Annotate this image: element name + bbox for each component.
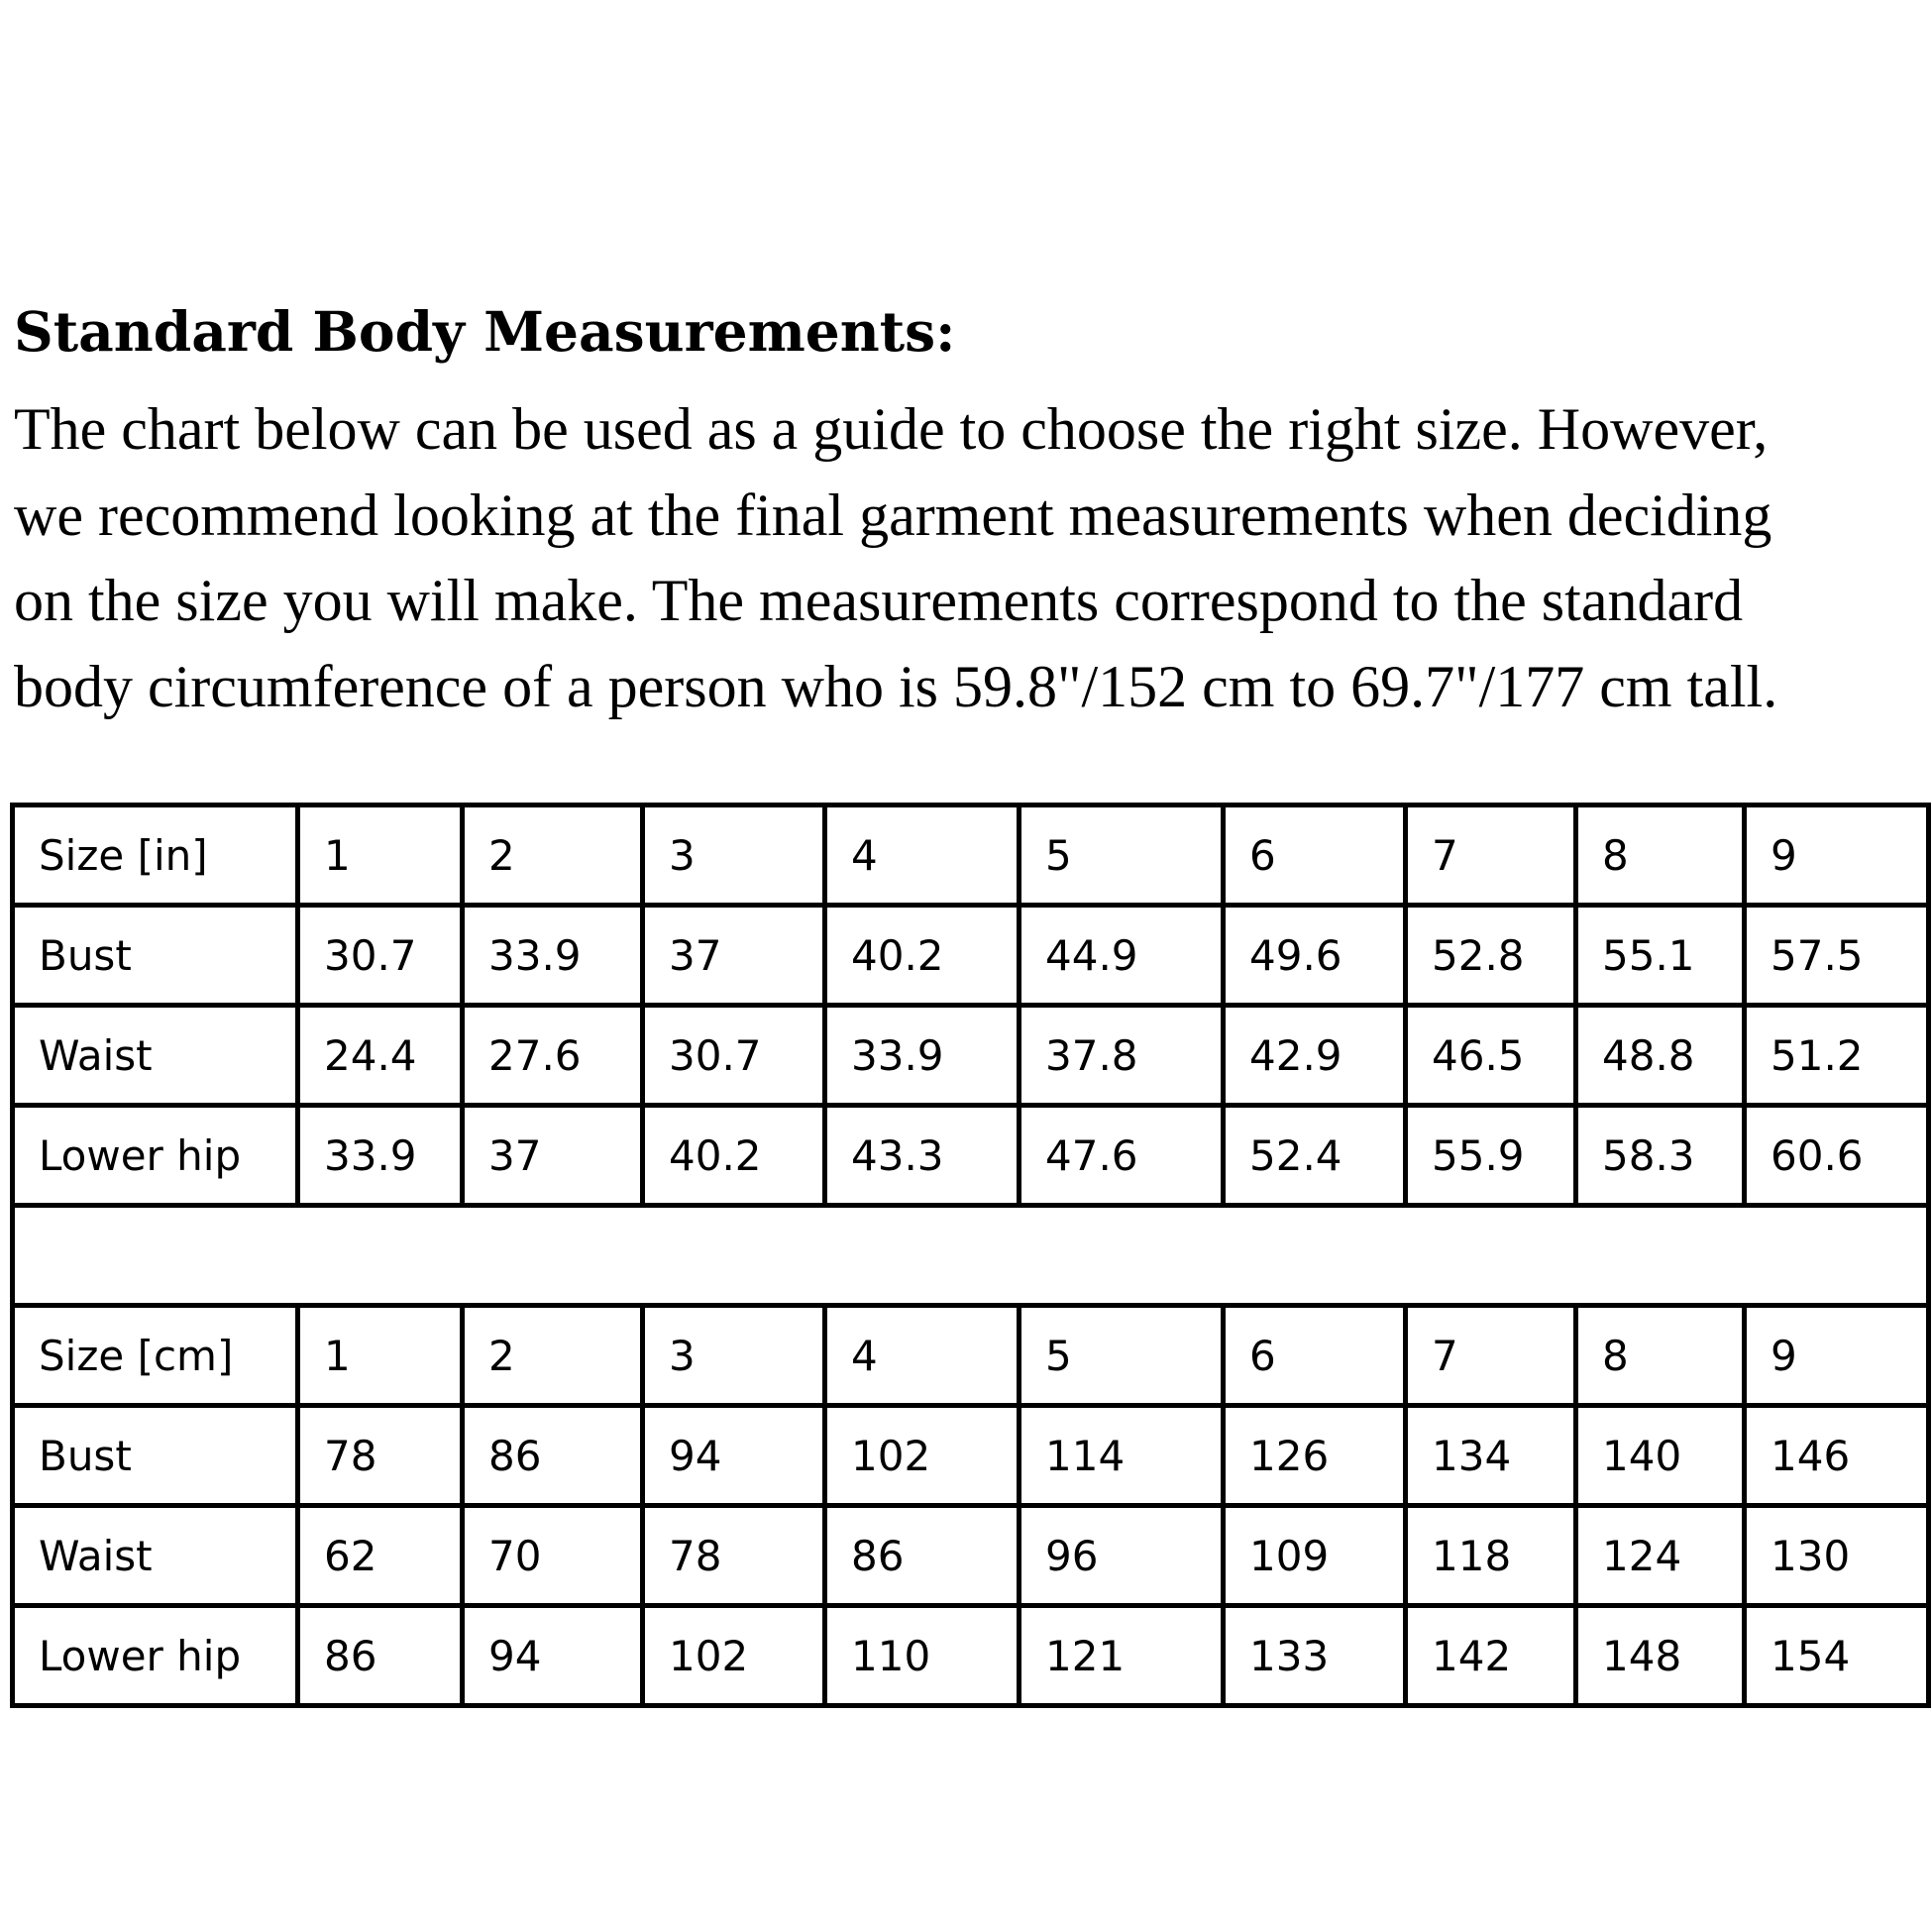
value-cell: 43.3 <box>825 1106 1020 1206</box>
value-cell: 62 <box>298 1506 463 1606</box>
value-cell: 52.8 <box>1406 906 1576 1006</box>
value-cell: 6 <box>1224 1306 1406 1406</box>
value-cell: 37 <box>463 1106 643 1206</box>
table-row <box>13 1406 1929 1506</box>
value-cell: 114 <box>1020 1406 1224 1506</box>
intro-line: we recommend looking at the final garment measurements when deciding <box>14 482 1772 548</box>
value-cell: 51.2 <box>1745 1006 1929 1106</box>
value-cell: 2 <box>463 805 643 906</box>
value-cell: 102 <box>643 1606 825 1706</box>
value-cell: 30.7 <box>643 1006 825 1106</box>
value-cell: 3 <box>643 1306 825 1406</box>
table-row <box>13 1106 1929 1206</box>
value-cell: 94 <box>643 1406 825 1506</box>
value-cell: 110 <box>825 1606 1020 1706</box>
value-cell: 40.2 <box>643 1106 825 1206</box>
value-cell: 44.9 <box>1020 906 1224 1006</box>
value-cell: 3 <box>643 805 825 906</box>
value-cell: 109 <box>1224 1506 1406 1606</box>
value-cell: 27.6 <box>463 1006 643 1106</box>
value-cell: 5 <box>1020 1306 1224 1406</box>
value-cell: 126 <box>1224 1406 1406 1506</box>
value-cell: 148 <box>1576 1606 1745 1706</box>
value-cell: 47.6 <box>1020 1106 1224 1206</box>
page-title: Standard Body Measurements: <box>14 299 956 364</box>
value-cell: 58.3 <box>1576 1106 1745 1206</box>
value-cell: 7 <box>1406 805 1576 906</box>
value-cell: 1 <box>298 805 463 906</box>
value-cell: 102 <box>825 1406 1020 1506</box>
value-cell: 121 <box>1020 1606 1224 1706</box>
value-cell: 42.9 <box>1224 1006 1406 1106</box>
value-cell: 78 <box>643 1506 825 1606</box>
value-cell: 30.7 <box>298 906 463 1006</box>
table-row <box>13 1606 1929 1706</box>
value-cell: 9 <box>1745 1306 1929 1406</box>
table-row <box>13 1006 1929 1106</box>
value-cell: 9 <box>1745 805 1929 906</box>
value-cell: 142 <box>1406 1606 1576 1706</box>
value-cell: 4 <box>825 805 1020 906</box>
value-cell: 78 <box>298 1406 463 1506</box>
row-label-cell: Lower hip <box>13 1106 298 1206</box>
value-cell: 46.5 <box>1406 1006 1576 1106</box>
value-cell: 5 <box>1020 805 1224 906</box>
value-cell: 33.9 <box>825 1006 1020 1106</box>
intro-paragraph <box>14 386 1932 729</box>
intro-line: The chart below can be used as a guide to choose the right size. However, <box>14 396 1769 462</box>
table-header-row <box>13 805 1929 906</box>
value-cell: 154 <box>1745 1606 1929 1706</box>
table-header-row <box>13 1306 1929 1406</box>
value-cell: 8 <box>1576 805 1745 906</box>
value-cell: 124 <box>1576 1506 1745 1606</box>
value-cell: 60.6 <box>1745 1106 1929 1206</box>
value-cell: 52.4 <box>1224 1106 1406 1206</box>
value-cell: 6 <box>1224 805 1406 906</box>
value-cell: 96 <box>1020 1506 1224 1606</box>
value-cell: 33.9 <box>298 1106 463 1206</box>
row-label-cell: Lower hip <box>13 1606 298 1706</box>
value-cell: 4 <box>825 1306 1020 1406</box>
row-label-cell: Bust <box>13 906 298 1006</box>
value-cell: 57.5 <box>1745 906 1929 1006</box>
value-cell: 1 <box>298 1306 463 1406</box>
value-cell: 2 <box>463 1306 643 1406</box>
value-cell: 134 <box>1406 1406 1576 1506</box>
value-cell: 130 <box>1745 1506 1929 1606</box>
value-cell: 94 <box>463 1606 643 1706</box>
table-row <box>13 1506 1929 1606</box>
size-chart-table <box>10 803 1931 1708</box>
value-cell: 33.9 <box>463 906 643 1006</box>
value-cell: 24.4 <box>298 1006 463 1106</box>
value-cell: 7 <box>1406 1306 1576 1406</box>
spacer-cell <box>13 1206 1929 1306</box>
row-label-cell: Bust <box>13 1406 298 1506</box>
value-cell: 40.2 <box>825 906 1020 1006</box>
row-label-cell: Size [cm] <box>13 1306 298 1406</box>
value-cell: 140 <box>1576 1406 1745 1506</box>
intro-line: body circumference of a person who is 59.8"/152 cm to 69.7"/177 cm tall. <box>14 653 1778 719</box>
intro-line: on the size you will make. The measurements correspond to the standard <box>14 568 1744 633</box>
value-cell: 55.9 <box>1406 1106 1576 1206</box>
row-label-cell: Waist <box>13 1506 298 1606</box>
value-cell: 8 <box>1576 1306 1745 1406</box>
table-spacer-row <box>13 1206 1929 1306</box>
row-label-cell: Waist <box>13 1006 298 1106</box>
value-cell: 55.1 <box>1576 906 1745 1006</box>
value-cell: 133 <box>1224 1606 1406 1706</box>
value-cell: 86 <box>463 1406 643 1506</box>
value-cell: 37 <box>643 906 825 1006</box>
table-row <box>13 906 1929 1006</box>
row-label-cell: Size [in] <box>13 805 298 906</box>
value-cell: 70 <box>463 1506 643 1606</box>
value-cell: 49.6 <box>1224 906 1406 1006</box>
value-cell: 118 <box>1406 1506 1576 1606</box>
value-cell: 86 <box>825 1506 1020 1606</box>
value-cell: 146 <box>1745 1406 1929 1506</box>
value-cell: 48.8 <box>1576 1006 1745 1106</box>
value-cell: 86 <box>298 1606 463 1706</box>
value-cell: 37.8 <box>1020 1006 1224 1106</box>
